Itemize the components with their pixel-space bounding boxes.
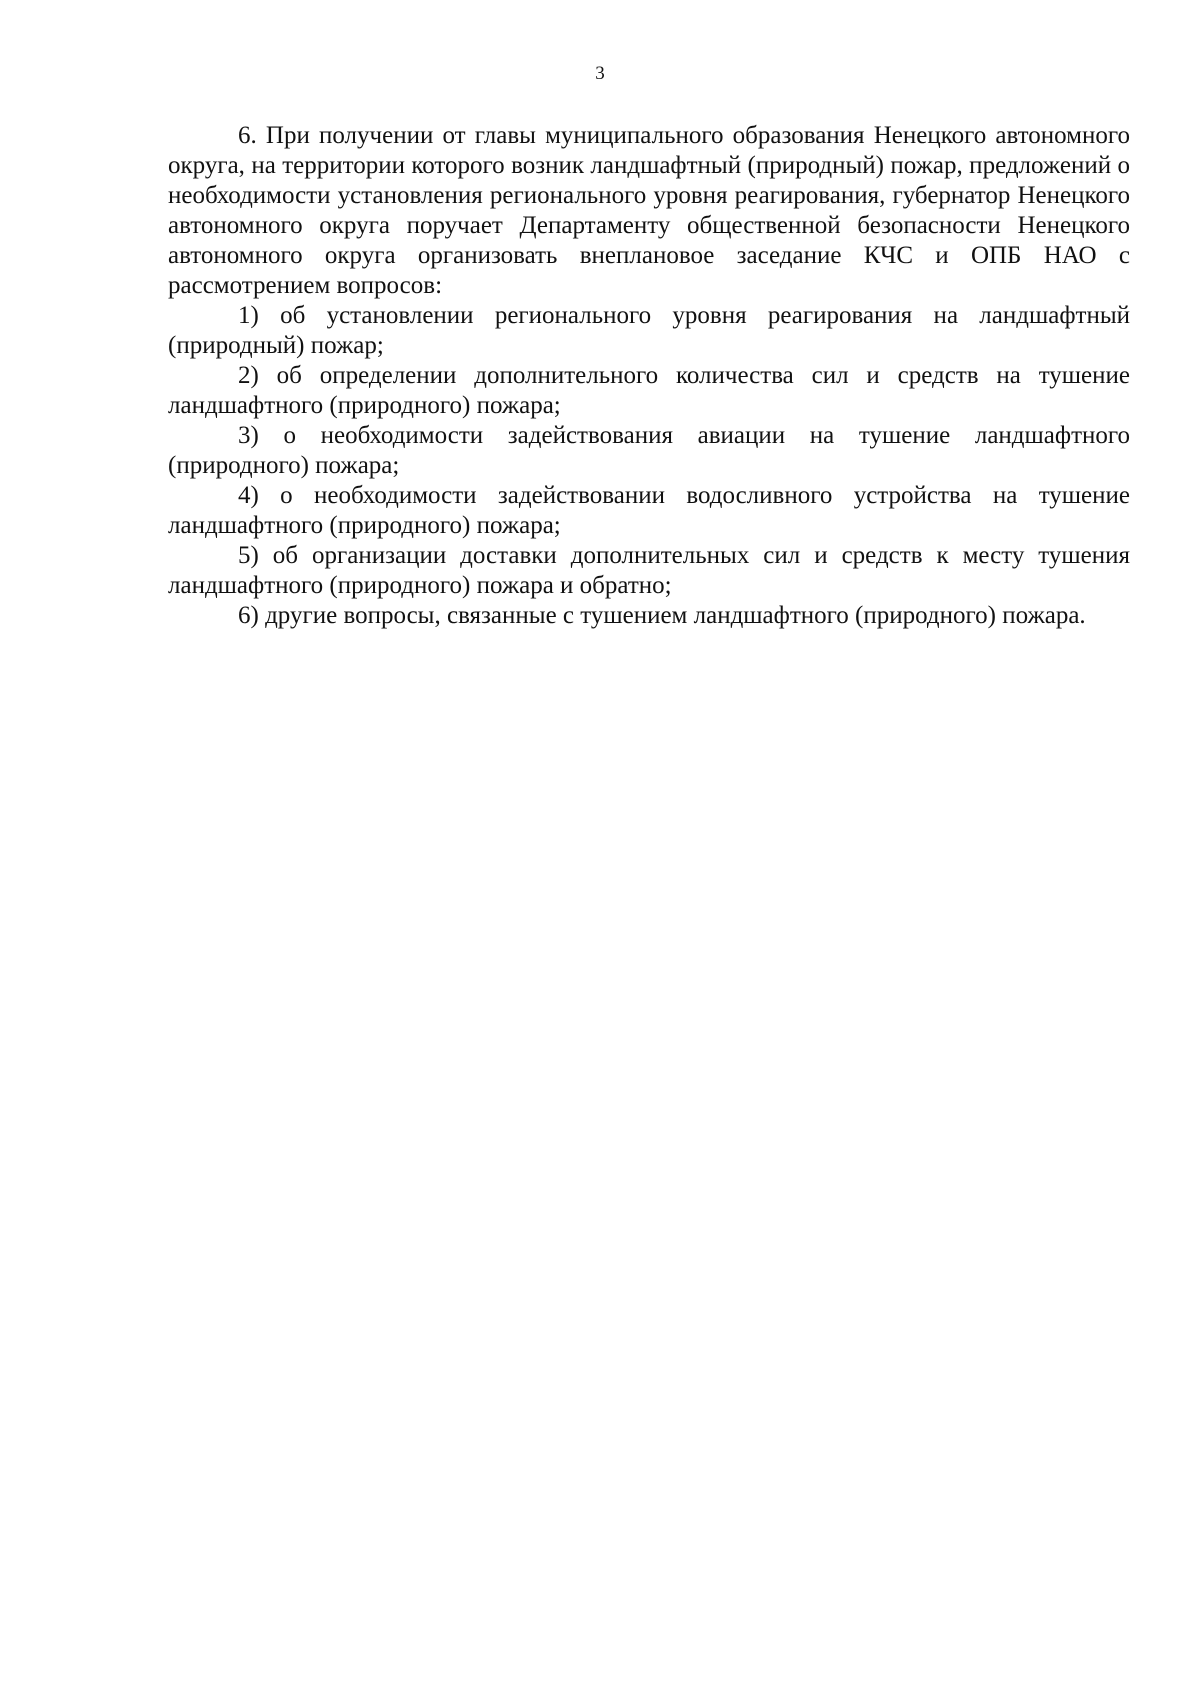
list-item-1: 1) об установлении регионального уровня реагирования на ландшафтный (природный) пожар; [168, 302, 1130, 359]
list-item-3: 3) о необходимости задействования авиации на тушение ландшафтного (природного) пожара; [168, 422, 1130, 479]
list-item-5: 5) об организации доставки дополнительных сил и средств к месту тушения ландшафтного (природного) пожара и обратно; [168, 542, 1130, 599]
document-body [168, 121, 1130, 631]
page-number: 3 [595, 63, 605, 84]
list-item-4: 4) о необходимости задействовании водосливного устройства на тушение ландшафтного (природного) пожара; [168, 482, 1130, 539]
list-item-2: 2) об определении дополнительного количества сил и средств на тушение ландшафтного (природного) пожара; [168, 362, 1130, 419]
list-item-6: 6) другие вопросы, связанные с тушением ландшафтного (природного) пожара. [238, 602, 1086, 629]
paragraph-item-6: 6. При получении от главы муниципального образования Ненецкого автономного округа, на территории которого возник ландшафтный (природный) пожар, предложений о необходимости установления регионального уровня реагирования, губернатор Ненецкого автономного округа поручает Департаменту общественной безопасности Ненецкого автономного округа организовать внеплановое заседание КЧС и ОПБ НАО с рассмотрением вопросов: [168, 122, 1130, 299]
